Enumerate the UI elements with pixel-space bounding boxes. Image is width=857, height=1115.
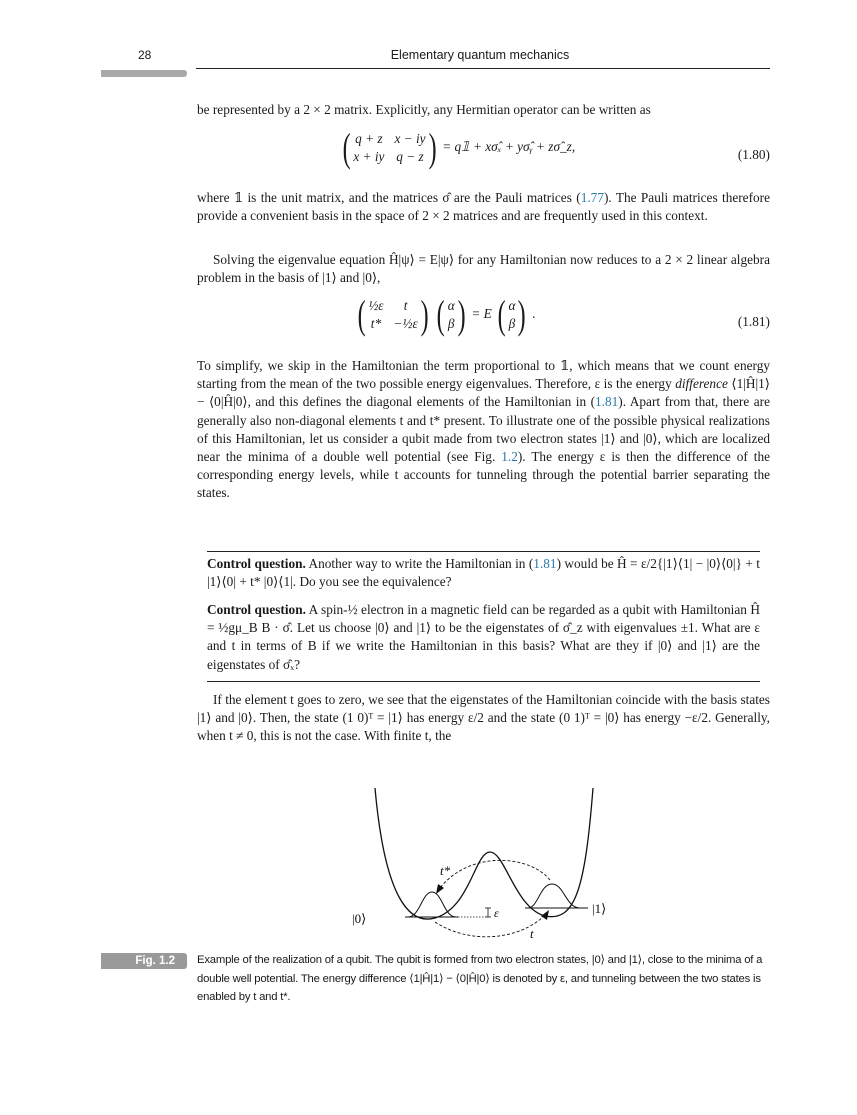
paragraph-eigenstates xyxy=(197,691,770,746)
control-question-2-label: Control question. xyxy=(207,602,306,617)
control-box-top-rule xyxy=(207,551,760,552)
paragraph-simplify-text-a: To simplify, we skip in the Hamiltonian the term proportional to 𝟙, which means that we count energy starting from the mean of the two possible energy eigenvalues. Therefore, ε is the energy xyxy=(197,358,770,392)
running-title: Elementary quantum mechanics xyxy=(390,48,570,62)
wavefunction-1 xyxy=(528,884,580,908)
paragraph-simplify-text-c: ). Apart from that, there are generally also non-diagonal elements t and t* present. To illustrate one of the possible physical realizations of this Hamiltonian, let us consider a qubit made from two electron states |1⟩ and |0⟩, which are localized near the minima of a double well potential (see Fig. xyxy=(197,394,770,465)
control-question-1 xyxy=(207,555,760,591)
paragraph-eigenstates-text-a: If the element t goes to zero, we see that the eigenstates of the Hamiltonian coincide with the basis states |1⟩ and |0⟩. Then, the state (1 0)ᵀ = |1⟩ has energy ε/2 and the state xyxy=(197,692,770,726)
paragraph-eigenstates-text-b: (0 1)ᵀ = |0⟩ has energy −ε/2. Generally, when t ≠ 0, this is not the case. With finite t, the xyxy=(197,710,771,744)
double-well-figure xyxy=(330,780,630,945)
paragraph-pauli-text-b: ). The Pauli matrices therefore provide a convenient basis in the space of 2 × 2 matrices and are frequently used in this context. xyxy=(197,190,770,224)
paragraph-eigenvalue: Solving the eigenvalue equation Ĥ|ψ⟩ = E|ψ⟩ for any Hamiltonian now reduces to a 2 × 2 linear algebra problem in the basis of |1⟩ and |0⟩, xyxy=(197,252,770,286)
label-ket0: |0⟩ xyxy=(352,911,367,926)
ref-1-81[interactable]: 1.81 xyxy=(595,394,619,410)
emphasis-difference: difference xyxy=(675,376,728,392)
equation-1-80 xyxy=(340,125,720,170)
control-box-bottom-rule xyxy=(207,681,760,682)
tunneling-arrow-t xyxy=(435,915,545,937)
paragraph-intro: be represented by a 2 × 2 matrix. Explicitly, any Hermitian operator can be written as xyxy=(197,102,651,117)
control-question-2-text: A spin-½ electron in a magnetic field can be regarded as a qubit with Hamiltonian Ĥ = ½gμ_B B · σ̂. Let us choose |0⟩ and |1⟩ to be the eigenstates of σ̂_z with eigenvalues ±1. What are ε and t in terms of B if we write the Hamiltonian in this basis? What are they if |0⟩ and |1⟩ are the eigenstates of σ̂ₓ? xyxy=(207,602,760,672)
vector-alpha-beta: ( α β ) xyxy=(437,292,466,337)
arrowhead-tstar xyxy=(436,884,444,894)
equation-1-80-rhs: = q𝟙 + xσ̂ₓ + yσ̂ᵧ + zσ̂_z, xyxy=(442,139,576,155)
ref-fig-1-2[interactable]: 1.2 xyxy=(501,449,518,465)
label-epsilon: ε xyxy=(494,906,499,920)
paragraph-simplify xyxy=(197,357,770,503)
wavefunction-0 xyxy=(408,892,456,917)
matrix-hamiltonian: ( ½ε t t* −½ε ) xyxy=(357,292,429,337)
header-tab-bar xyxy=(101,70,187,77)
control-question-1-label: Control question. xyxy=(207,556,306,571)
paragraph-simplify-text-b: ⟨1|Ĥ|1⟩ − ⟨0|Ĥ|0⟩, and this defines the diagonal elements of the Hamiltonian in ( xyxy=(197,376,770,410)
tunneling-arrow-tstar xyxy=(440,860,550,888)
ref-1-77[interactable]: 1.77 xyxy=(580,190,604,205)
paragraph-pauli-text-a: where 𝟙 is the unit matrix, and the matrices σ̂ are the Pauli matrices ( xyxy=(197,190,581,205)
control-question-1-text-a: Another way to write the Hamiltonian in ( xyxy=(305,556,534,571)
paragraph-pauli xyxy=(197,189,770,225)
control-question-1-text-b: ) would be Ĥ = ε/2{|1⟩⟨1| − |0⟩⟨0|} + t |1⟩⟨0| + t* |0⟩⟨1|. Do you see the equivalence? xyxy=(207,556,760,590)
equation-1-81: ( ½ε t t* −½ε ) ( α β ) = E ( α β ) . xyxy=(355,295,655,335)
equation-number-1-80: (1.80) xyxy=(737,147,770,162)
equation-number-1-81: (1.81) xyxy=(737,314,770,329)
paragraph-simplify-text-d: ). The energy ε is then the difference of the corresponding energy levels, while t accounts for tunneling through the potential barrier separating the states. xyxy=(197,449,771,501)
figure-caption: Example of the realization of a qubit. The qubit is formed from two electron states, |0⟩ and |1⟩, close to the minima of a double well potential. The energy difference ⟨1|Ĥ|1⟩ − ⟨0|Ĥ|0⟩ is denoted by ε, and tunneling between the two states is enabled by t and t*. xyxy=(197,954,763,1004)
matrix-hermitian: ( q + z x − iy x + iy q − z ) xyxy=(342,125,437,170)
label-ket1: |1⟩ xyxy=(592,901,607,916)
page-number: 28 xyxy=(138,48,152,62)
ref-1-81-control[interactable]: 1.81 xyxy=(533,556,557,571)
label-tstar: t* xyxy=(440,863,451,878)
control-question-2 xyxy=(207,601,760,674)
double-well-potential-curve xyxy=(375,788,593,919)
vector-alpha-beta-rhs: ( α β ) xyxy=(497,292,527,337)
figure-label: Fig. 1.2 xyxy=(101,953,187,969)
header-rule xyxy=(196,68,770,69)
label-t: t xyxy=(530,926,534,941)
